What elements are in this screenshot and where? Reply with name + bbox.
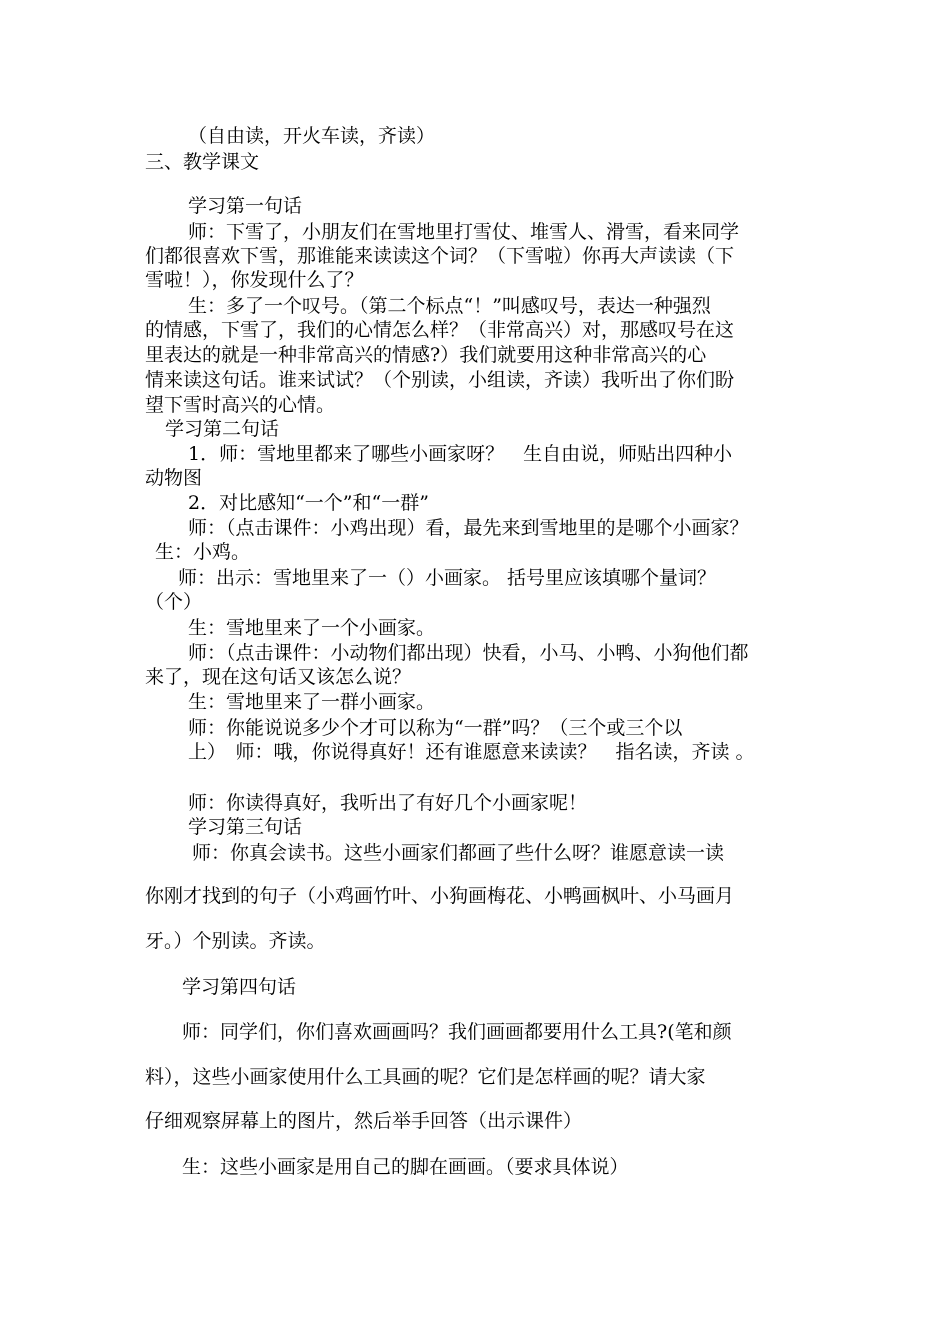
- text-line: 师：你能说说多少个才可以称为“一群”吗？（三个或三个以: [188, 717, 683, 739]
- text-line: 望下雪时高兴的心情。: [145, 394, 336, 416]
- text-line: 上） 师：哦，你说得真好！还有谁愿意来读读？ 指名读，齐读 。: [188, 741, 755, 763]
- text-line: 师：同学们，你们喜欢画画吗？我们画画都要用什么工具?(笔和颜: [182, 1021, 732, 1043]
- text-line: 仔细观察屏幕上的图片，然后举手回答（出示课件）: [145, 1110, 583, 1132]
- text-line: 生：雪地里来了一个小画家。: [188, 617, 436, 639]
- text-line: 情来读这句话。谁来试试？（个别读，小组读，齐读）我听出了你们盼: [145, 369, 735, 391]
- text-line: 师：出示：雪地里来了一（）小画家。 括号里应该填哪个量词？: [178, 567, 717, 589]
- text-line: 生：雪地里来了一群小画家。: [188, 691, 436, 713]
- text-line: 2．对比感知“一个”和“一群”: [188, 492, 429, 514]
- text-line: 雪啦！），你发现什么了？: [145, 269, 364, 291]
- text-line: （个）: [145, 591, 203, 613]
- text-line: 你刚才找到的句子（小鸡画竹叶、小狗画梅花、小鸭画枫叶、小马画月: [145, 885, 735, 907]
- text-line: 1．师：雪地里都来了哪些小画家呀？ 生自由说，师贴出四种小: [188, 443, 733, 465]
- subsection-heading: 学习第四句话: [182, 976, 297, 998]
- text-line: 动物图: [145, 467, 203, 489]
- text-line: 的情感，下雪了，我们的心情怎么样？（非常高兴）对，那感叹号在这: [145, 319, 735, 341]
- subsection-heading: 学习第二句话: [165, 418, 280, 440]
- text-line: 师：你读得真好，我听出了有好几个小画家呢！: [188, 792, 588, 814]
- text-line: 料），这些小画家使用什么工具画的呢？它们是怎样画的呢？请大家: [145, 1066, 706, 1088]
- subsection-heading: 学习第一句话: [188, 195, 303, 217]
- section-heading: 三、教学课文: [145, 151, 260, 173]
- text-line: 来了，现在这句话又该怎么说？: [145, 666, 412, 688]
- subsection-heading: 学习第三句话: [188, 816, 303, 838]
- text-line: 生：小鸡。: [155, 541, 251, 563]
- text-line: 们都很喜欢下雪，那谁能来读读这个词？（下雪啦）你再大声读读（下: [145, 245, 735, 267]
- text-line: （自由读，开火车读，齐读）: [188, 125, 436, 147]
- text-line: 师：（点击课件：小鸡出现）看，最先来到雪地里的是哪个小画家？: [188, 517, 749, 539]
- text-line: 师：（点击课件：小动物们都出现）快看，小马、小鸭、小狗他们都: [188, 642, 749, 664]
- text-line: 师：下雪了，小朋友们在雪地里打雪仗、堆雪人、滑雪，看来同学: [188, 221, 740, 243]
- text-line: 师：你真会读书。这些小画家们都画了些什么呀？谁愿意读一读: [192, 842, 725, 864]
- text-line: 里表达的就是一种非常高兴的情感?）我们就要用这种非常高兴的心: [145, 344, 707, 366]
- text-line: 生：多了一个叹号。（第二个标点“！”叫感叹号，表达一种强烈: [188, 295, 711, 317]
- text-line: 牙。）个别读。齐读。: [145, 930, 326, 952]
- text-line: 生：这些小画家是用自己的脚在画画。（要求具体说）: [182, 1156, 629, 1178]
